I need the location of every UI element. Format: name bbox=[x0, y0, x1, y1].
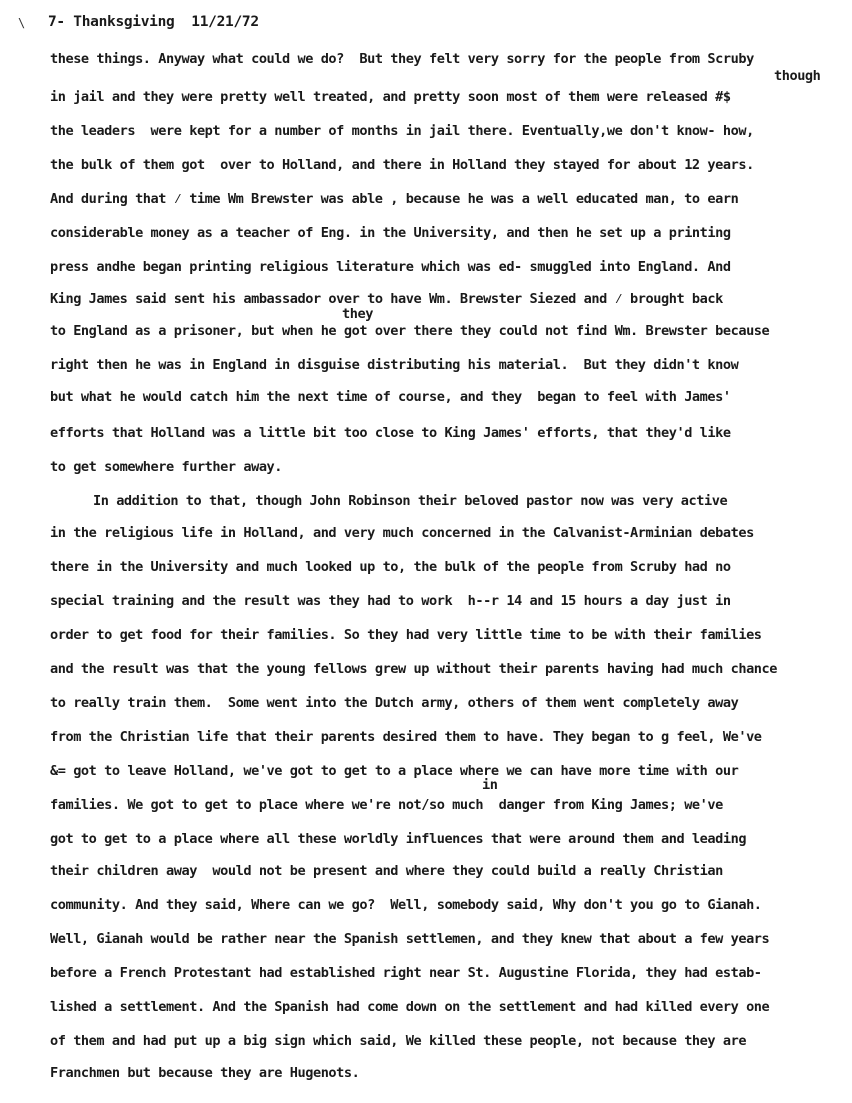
text-line: order to get food for their families. So they had very little time to be with their families bbox=[50, 627, 762, 643]
text-line: in the religious life in Holland, and very much concerned in the Calvanist-Arminian debates bbox=[50, 525, 754, 541]
text-line: these things. Anyway what could we do? But they felt very sorry for the people from Scruby bbox=[50, 51, 754, 67]
text-line: to really train them. Some went into the Dutch army, others of them went completely away bbox=[50, 695, 739, 711]
text-line: there in the University and much looked up to, the bulk of the people from Scruby had no bbox=[50, 559, 731, 575]
text-line: got to get to a place where all these worldly influences that were around them and leading bbox=[50, 831, 747, 847]
text-line: and the result was that the young fellows grew up without their parents having had much chance bbox=[50, 661, 778, 677]
text-line: community. And they said, Where can we go? Well, somebody said, Why don't you go to Gianah. bbox=[50, 897, 762, 913]
insertion-they: they bbox=[342, 306, 373, 322]
text-line: of them and had put up a big sign which said, We killed these people, not because they are bbox=[50, 1033, 747, 1049]
text-line: in jail and they were pretty well treated, and pretty soon most of them were released #$ bbox=[50, 89, 731, 105]
text-line: King James said sent his ambassador over to have Wm. Brewster Siezed and ⁄ brought back bbox=[50, 291, 723, 307]
text-line: &= got to leave Holland, we've got to get to a place where we can have more time with our bbox=[50, 763, 739, 779]
text-line: before a French Protestant had established right near St. Augustine Florida, they had estab- bbox=[50, 965, 762, 981]
text-line: Well, Gianah would be rather near the Spanish settlemen, and they knew that about a few years bbox=[50, 931, 770, 947]
text-line: to get somewhere further away. bbox=[50, 459, 283, 475]
text-line: to England as a prisoner, but when he got over there they could not find Wm. Brewster because bbox=[50, 323, 770, 339]
text-line: families. We got to get to place where we're not/so much danger from King James; we've bbox=[50, 797, 723, 813]
margin-mark: \ bbox=[18, 16, 26, 30]
text-line: the bulk of them got over to Holland, and there in Holland they stayed for about 12 years. bbox=[50, 157, 754, 173]
text-line: lished a settlement. And the Spanish had come down on the settlement and had killed every one bbox=[50, 999, 770, 1015]
text-line: their children away would not be present and where they could build a really Christian bbox=[50, 863, 723, 879]
text-line: special training and the result was they had to work h--r 14 and 15 hours a day just in bbox=[50, 593, 731, 609]
text-line: press andhe began printing religious literature which was ed- smuggled into England. And bbox=[50, 259, 731, 275]
text-line: the leaders were kept for a number of months in jail there. Eventually,we don't know- how, bbox=[50, 123, 754, 139]
text-line: right then he was in England in disguise distributing his material. But they didn't know bbox=[50, 357, 739, 373]
text-line: efforts that Holland was a little bit too close to King James' efforts, that they'd like bbox=[50, 425, 731, 441]
text-line: considerable money as a teacher of Eng. in the University, and then he set up a printing bbox=[50, 225, 731, 241]
page-header: 7- Thanksgiving 11/21/72 bbox=[48, 14, 259, 30]
text-line: In addition to that, though John Robinson their beloved pastor now was very active bbox=[93, 493, 728, 509]
insertion-though: though bbox=[774, 68, 821, 84]
text-line: And during that ⁄ time Wm Brewster was able , because he was a well educated man, to earn bbox=[50, 191, 739, 207]
text-line: but what he would catch him the next time of course, and they began to feel with James' bbox=[50, 389, 731, 405]
text-line: Franchmen but because they are Hugenots. bbox=[50, 1065, 360, 1081]
insertion-in: in bbox=[482, 777, 498, 793]
text-line: from the Christian life that their parents desired them to have. They began to g feel, We've bbox=[50, 729, 762, 745]
